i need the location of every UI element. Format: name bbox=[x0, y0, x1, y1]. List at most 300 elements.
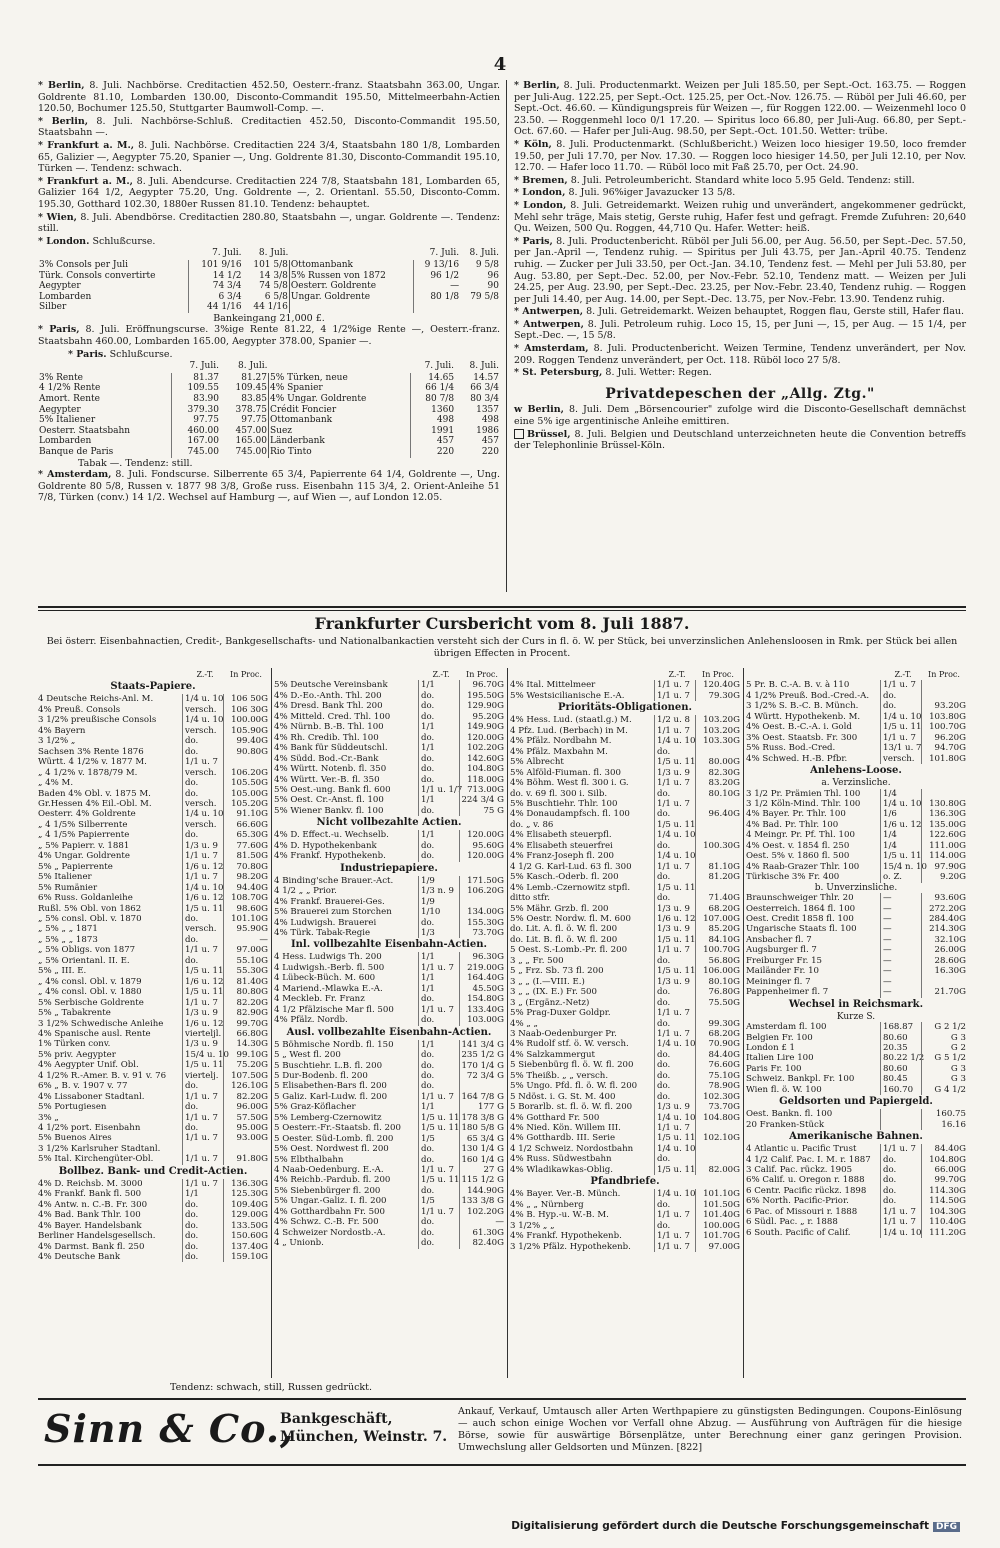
interest-term: — bbox=[880, 904, 921, 914]
security-name: 5% Rumänier bbox=[38, 882, 98, 893]
quote-row bbox=[274, 907, 504, 917]
price: 159.10G bbox=[223, 1252, 268, 1262]
security-name: 4% „ „ Nürnberg bbox=[510, 1199, 584, 1210]
price: 129.90G bbox=[459, 701, 504, 711]
table-cell: Lombarden bbox=[39, 291, 92, 302]
interest-term: do. bbox=[182, 956, 223, 966]
price bbox=[695, 830, 740, 840]
security-name: 4% Rudolf stf. ö. W. versch. bbox=[510, 1039, 629, 1050]
table-row bbox=[38, 405, 500, 416]
table-cell: 378.75 bbox=[235, 404, 267, 415]
interest-term: 1/5 u. 11 bbox=[418, 1123, 459, 1133]
interest-term: do. bbox=[182, 1123, 223, 1133]
quote-row bbox=[274, 876, 504, 886]
quote-row bbox=[38, 736, 268, 746]
price: 100.70G bbox=[921, 722, 966, 732]
interest-term: 1/6 u. 12 bbox=[182, 862, 223, 872]
security-name: 5% priv. Aegypter bbox=[38, 1049, 116, 1060]
table-cell: 167.00 bbox=[171, 436, 220, 447]
price: G 2 bbox=[921, 1043, 966, 1053]
table-header-cell: 7. Juli. bbox=[424, 361, 455, 372]
security-name: do. „ v. 86 bbox=[510, 819, 554, 830]
table-cell: Aegypter bbox=[39, 404, 81, 415]
quote-row bbox=[746, 809, 966, 819]
security-name: 4 Meingr. Pr. Pf. Thl. 100 bbox=[746, 830, 855, 841]
interest-term: do. bbox=[418, 1155, 459, 1165]
kursbericht-title: Frankfurter Cursbericht vom 8. Juli 1887. bbox=[314, 614, 690, 633]
interest-term: do. bbox=[418, 1186, 459, 1196]
security-name: 4% Ludwigsh. Brauerei bbox=[274, 917, 377, 928]
quote-row bbox=[274, 952, 504, 962]
price bbox=[921, 680, 966, 690]
price: 45.50G bbox=[459, 984, 504, 994]
price: 98.60G bbox=[223, 904, 268, 914]
security-name: 5 „ Frz. Sb. 73 fl. 200 bbox=[510, 966, 604, 977]
quote-row bbox=[510, 757, 740, 767]
security-name: 3 1/2% S. B.-C. B. Münch. bbox=[746, 701, 859, 712]
quote-row bbox=[746, 1109, 966, 1119]
security-name: 4 Pfz. Lud. (Berbach) in M. bbox=[510, 725, 628, 736]
price: 96.30G bbox=[459, 952, 504, 962]
quote-row bbox=[274, 1165, 504, 1175]
price: 61.30G bbox=[459, 1228, 504, 1238]
interest-term: do. bbox=[418, 1228, 459, 1238]
security-name: Paris Fr. 100 bbox=[746, 1063, 802, 1074]
quote-row bbox=[510, 987, 740, 997]
quote-row bbox=[274, 886, 504, 896]
report-place: * London, bbox=[514, 187, 566, 199]
interest-term: 1/4 u. 10 bbox=[182, 694, 223, 704]
interest-term: 1/6 u. 12 bbox=[182, 893, 223, 903]
price: 110.40G bbox=[921, 1217, 966, 1227]
security-name: 4% Reichb.-Pardub. fl. 200 bbox=[274, 1175, 391, 1186]
price bbox=[921, 977, 966, 987]
table-cell: 109.55 bbox=[171, 383, 220, 394]
table-row bbox=[38, 415, 500, 426]
quote-row bbox=[274, 1123, 504, 1133]
price: 144.90G bbox=[459, 1186, 504, 1196]
price: 109.40G bbox=[223, 1200, 268, 1210]
quote-row bbox=[274, 1071, 504, 1081]
quote-row bbox=[746, 1022, 966, 1032]
section-heading: Staats-Papiere. bbox=[110, 681, 196, 693]
interest-term: 1/1 bbox=[418, 743, 459, 753]
price: 224 3/4 G bbox=[459, 795, 504, 805]
price: 97.00G bbox=[223, 945, 268, 955]
header-pr: In Proc. bbox=[702, 670, 734, 679]
price: 100.00G bbox=[223, 715, 268, 725]
quote-row bbox=[38, 1029, 268, 1039]
table-cell: 96 bbox=[487, 270, 499, 281]
security-name: 6% Russ. Goldanleihe bbox=[38, 893, 133, 904]
quote-row bbox=[38, 705, 268, 715]
quote-row bbox=[746, 935, 966, 945]
interest-term: 1/1 bbox=[418, 1102, 459, 1112]
security-name: 5% Ungo. Pfd. fl. ö. W. fl. 200 bbox=[510, 1081, 638, 1092]
section-heading: Wechsel in Reichsmark. bbox=[788, 998, 924, 1010]
price: 81.20G bbox=[695, 872, 740, 882]
quote-row bbox=[274, 785, 504, 795]
security-name: 4% Pfälz. Maxbahn M. bbox=[510, 746, 608, 757]
table-row bbox=[38, 281, 500, 292]
quote-row bbox=[38, 1154, 268, 1164]
interest-term: 1/10 bbox=[418, 907, 459, 917]
interest-term: do. bbox=[418, 994, 459, 1004]
interest-term: 80.60 bbox=[880, 1033, 921, 1043]
quote-row bbox=[38, 789, 268, 799]
interest-term: 1/6 u. 12 bbox=[880, 820, 921, 830]
interest-term: 20.35 bbox=[880, 1043, 921, 1053]
table-cell: 109.45 bbox=[235, 383, 267, 394]
interest-term: do. bbox=[654, 809, 695, 819]
security-name: 3% „ bbox=[38, 1112, 59, 1123]
interest-term: 1/5 u. 11 bbox=[654, 935, 695, 945]
security-name: 4% Bank für Süddeutschl. bbox=[274, 743, 388, 754]
price: 120.00G bbox=[459, 851, 504, 861]
interest-term: — bbox=[880, 966, 921, 976]
table-row bbox=[38, 302, 500, 313]
security-name: 3 1/2% Schwedische Anleihe bbox=[38, 1018, 164, 1029]
interest-term: do. bbox=[880, 1186, 921, 1196]
quote-row bbox=[38, 998, 268, 1008]
table-cell: 101 5/8 bbox=[253, 259, 288, 270]
price: 130 1/4 G bbox=[459, 1144, 504, 1154]
rule-top-thin bbox=[38, 610, 966, 611]
interest-term: 1/5 u. 11 bbox=[654, 757, 695, 767]
interest-term: 1/3 n. 9 bbox=[418, 886, 459, 896]
interest-term: 1/1 bbox=[418, 1040, 459, 1050]
price: G 5 1/2 bbox=[921, 1053, 966, 1063]
table-cell: 83.90 bbox=[171, 394, 220, 405]
quote-row bbox=[38, 1210, 268, 1220]
interest-term: 1/1 u. 7 bbox=[418, 963, 459, 973]
interest-term: 80.60 bbox=[880, 1064, 921, 1074]
interest-term: 1/5 u. 11 bbox=[880, 851, 921, 861]
security-name: 4% Oest. B.-C.-A. i. Gold bbox=[746, 722, 852, 733]
price: 14.30G bbox=[223, 1039, 268, 1049]
price: 133.50G bbox=[223, 1221, 268, 1231]
interest-term: 1/6 u. 12 bbox=[182, 1019, 223, 1029]
interest-term: — bbox=[880, 924, 921, 934]
table-cell: 220 bbox=[410, 447, 455, 458]
table-cell: 457 bbox=[410, 436, 455, 447]
interest-term: 1/4 bbox=[880, 830, 921, 840]
interest-term: 1/4 u. 10 bbox=[654, 1189, 695, 1199]
interest-term: do. bbox=[182, 914, 223, 924]
security-name: 4% Aegypter Unif. Obl. bbox=[38, 1060, 139, 1071]
interest-term: 1/1 u. 7 bbox=[654, 862, 695, 872]
price: 95.90G bbox=[223, 924, 268, 934]
interest-term: do. bbox=[418, 918, 459, 928]
price: 100.30G bbox=[695, 841, 740, 851]
quote-row bbox=[274, 1217, 504, 1227]
security-name: 5% Ital. Kirchengüter-Obl. bbox=[38, 1154, 154, 1165]
price: 97.00G bbox=[695, 1242, 740, 1252]
security-name: 20 Franken-Stück bbox=[746, 1119, 825, 1130]
header-zt: Z.-T. bbox=[894, 670, 912, 679]
quote-row bbox=[746, 1064, 966, 1074]
interest-term: 1/1 u. 7 bbox=[182, 851, 223, 861]
report-text: 8. Juli. Getreidemarkt. Weizen behauptet, Roggen flau, Gerste still, Hafer flau. bbox=[586, 306, 965, 318]
report-text: 8. Juli. Nachbörse. Creditactien 224 3/4, Staatsbahn 180 1/8, Lombarden 65, Galizier —, Aegypter 75.20, Spanier —, Ung. Goldrente 81.30, Disconto-Commandit 195.10, Türken —. Tendenz: schwach. bbox=[38, 139, 500, 175]
price: — bbox=[223, 935, 268, 945]
interest-term: do. bbox=[654, 893, 695, 903]
table-cell: 44 1/16 bbox=[253, 302, 288, 313]
quote-row bbox=[274, 994, 504, 1004]
table-cell: 5% Italiener bbox=[39, 415, 96, 426]
price: 114.00G bbox=[921, 851, 966, 861]
quote-row bbox=[38, 977, 268, 987]
section-heading: Inl. vollbezahlte Eisenbahn-Actien. bbox=[290, 939, 488, 951]
table-cell: 44 1/16 bbox=[188, 302, 242, 313]
security-name: 4% Darmst. Bank fl. 250 bbox=[38, 1241, 145, 1252]
interest-term: do. bbox=[182, 1081, 223, 1091]
quote-row bbox=[274, 1186, 504, 1196]
price: 100.70G bbox=[695, 945, 740, 955]
interest-term: do. bbox=[418, 764, 459, 774]
quote-row bbox=[274, 830, 504, 840]
price bbox=[459, 1081, 504, 1091]
security-name: 3 1/2% Pfälz. Hypothekenb. bbox=[510, 1241, 631, 1252]
price: G 3 bbox=[921, 1074, 966, 1084]
security-name: 4% Russ. Südwestbahn bbox=[510, 1154, 612, 1165]
security-name: 5 „ West fl. 200 bbox=[274, 1050, 341, 1061]
quote-row bbox=[38, 1060, 268, 1070]
quote-row bbox=[38, 862, 268, 872]
security-name: Freiburger Fr. 15 bbox=[746, 955, 823, 966]
price bbox=[695, 820, 740, 830]
table-row bbox=[38, 447, 500, 458]
quote-row bbox=[746, 966, 966, 976]
header-zt: Z.-T. bbox=[432, 670, 450, 679]
security-name: „ 5% „ „ 1873 bbox=[38, 934, 98, 945]
interest-term: do. bbox=[654, 1200, 695, 1210]
interest-term: do. bbox=[418, 1081, 459, 1091]
quote-row bbox=[510, 1113, 740, 1123]
security-name: 5% Brauerei zum Storchen bbox=[274, 907, 392, 918]
quote-row bbox=[510, 1050, 740, 1060]
table-cell: Suez bbox=[268, 426, 410, 437]
rule-top bbox=[38, 606, 966, 608]
security-name: „ 4 1/5% Papierrente bbox=[38, 830, 130, 841]
interest-term: 1/5 u. 11 bbox=[182, 966, 223, 976]
interest-term: 1/3 u. 9 bbox=[182, 1008, 223, 1018]
quote-row bbox=[38, 935, 268, 945]
security-name: 4% Gotthardbahn Fr. 500 bbox=[274, 1206, 385, 1217]
quote-row bbox=[746, 820, 966, 830]
quote-row bbox=[746, 830, 966, 840]
interest-term: 1/4 u. 10 bbox=[880, 1228, 921, 1238]
right-column bbox=[514, 80, 966, 453]
price: 9.20G bbox=[921, 872, 966, 882]
security-name: 4% Spanische ausl. Rente bbox=[38, 1028, 151, 1039]
report-place: * Berlin, bbox=[38, 115, 89, 127]
interest-term: do. bbox=[654, 789, 695, 799]
interest-term: 1/1 u. 7 bbox=[880, 1144, 921, 1154]
interest-term: 1/4 u. 10 bbox=[182, 715, 223, 725]
interest-term: do. bbox=[654, 1221, 695, 1231]
interest-term: 1/1 u. 7 bbox=[654, 1231, 695, 1241]
amsterdam-msg: * Amsterdam, 8. Juli. Fondscurse. Silberrente 65 3/4, Papierrente 64 1/4, Goldrente —, Ung. Goldrente 80 5/8, Russen v. 1877 98 3/8, Große russ. Eisenbahn 115 3/4, 2. Orient-Anleihe 51 7/8, Türken (conv.) 14 1/2. Wechsel auf Hamburg —, auf Wien —, auf London 12.05. bbox=[38, 469, 500, 504]
security-name: 5 Buschtiehr. L.B. fl. 200 bbox=[274, 1060, 383, 1071]
header-name bbox=[510, 670, 658, 680]
interest-term: do. bbox=[182, 1221, 223, 1231]
security-name: 5% Oest. Cr.-Anst. fl. 100 bbox=[274, 795, 384, 806]
interest-term: 1/1 u. 7 bbox=[182, 872, 223, 882]
security-name: 3 „ „ (IX. E.) Fr. 500 bbox=[510, 987, 597, 998]
security-name: Rußl. 5% Obl. von 1862 bbox=[38, 903, 142, 914]
security-name: 5 Ndöst. i. G. St. M. 400 bbox=[510, 1091, 616, 1102]
quote-row bbox=[274, 1113, 504, 1123]
market-report bbox=[38, 140, 500, 175]
table-cell: 80 7/8 bbox=[410, 394, 455, 405]
quote-row bbox=[510, 883, 740, 893]
security-name: Wien fl. ö. W. 100 bbox=[746, 1084, 822, 1095]
interest-term: 1/2 u. 8 bbox=[654, 715, 695, 725]
price: 135.00G bbox=[921, 820, 966, 830]
price: 90.80G bbox=[223, 747, 268, 757]
security-name: 4% D. Hypothekenbank bbox=[274, 840, 377, 851]
section-heading: Nicht vollbezahlte Actien. bbox=[316, 817, 462, 829]
table-cell: 498 bbox=[481, 415, 499, 426]
price: 195.50G bbox=[459, 691, 504, 701]
security-name: „ 4% consl. Obl. v. 1879 bbox=[38, 976, 142, 987]
interest-term: 1/5 u. 11 bbox=[182, 987, 223, 997]
interest-term: 1/4 bbox=[880, 841, 921, 851]
quote-row bbox=[510, 820, 740, 830]
interest-term: — bbox=[880, 935, 921, 945]
quote-row bbox=[38, 1200, 268, 1210]
price bbox=[695, 799, 740, 809]
quote-row bbox=[510, 1189, 740, 1199]
security-name: 4 „ Unionb. bbox=[274, 1238, 324, 1249]
kb-divider-3 bbox=[743, 668, 744, 1378]
interest-term: 1/1 u. 7 bbox=[654, 1008, 695, 1018]
price: 713.00G bbox=[459, 785, 504, 795]
security-name: 4 Schweizer Nordostb.-A. bbox=[274, 1227, 386, 1238]
quote-row bbox=[38, 757, 268, 767]
price: 96.40G bbox=[695, 809, 740, 819]
quote-row bbox=[274, 743, 504, 753]
market-report bbox=[38, 236, 500, 248]
interest-term: 1/5 u. 11 bbox=[418, 1175, 459, 1185]
market-report bbox=[514, 200, 966, 235]
security-name: 4% D.-Eo.-Anth. Thl. 200 bbox=[274, 690, 382, 701]
interest-term: 1/1 u. 7 bbox=[654, 778, 695, 788]
security-name: 4% Antw. n. C.-B. Fr. 300 bbox=[38, 1199, 148, 1210]
security-name: 4 Mariend.-Mlawka E.-A. bbox=[274, 983, 383, 994]
quote-row bbox=[746, 1085, 966, 1095]
price: 75.10G bbox=[695, 1071, 740, 1081]
quote-row bbox=[274, 1050, 504, 1060]
paris-table bbox=[38, 361, 500, 457]
interest-term: 1/5 u. 11 bbox=[654, 1133, 695, 1143]
price: 82.90G bbox=[223, 1008, 268, 1018]
price: 219.00G bbox=[459, 963, 504, 973]
interest-term: 1/4 u. 10 bbox=[182, 809, 223, 819]
interest-term: 1/5 u. 11 bbox=[654, 820, 695, 830]
quote-row bbox=[38, 883, 268, 893]
header-pr: In Proc. bbox=[466, 670, 498, 679]
price: 16.30G bbox=[921, 966, 966, 976]
interest-term: do. bbox=[418, 1238, 459, 1248]
report-place: * London, bbox=[514, 199, 567, 211]
security-name: 4 Hess. Ludwigs Th. 200 bbox=[274, 952, 382, 963]
interest-term: do. bbox=[418, 701, 459, 711]
quote-row bbox=[746, 1175, 966, 1185]
interest-term: 1/1 u. 7 bbox=[654, 1210, 695, 1220]
interest-term: 1/1 bbox=[182, 1189, 223, 1199]
interest-term: 1/1 u. 7 bbox=[182, 945, 223, 955]
security-name: 5% Oest.-ung. Bank fl. 600 bbox=[274, 784, 391, 795]
security-name: 4% Hess. Lud. (staatl.g.) M. bbox=[510, 715, 632, 726]
quote-row bbox=[746, 904, 966, 914]
security-name: 4% Donaudampfsch. fl. 100 bbox=[510, 809, 630, 820]
dfg-logo: DFG bbox=[933, 1522, 960, 1532]
column-header bbox=[274, 670, 504, 680]
security-name: 3 Calif. Pac. rückz. 1905 bbox=[746, 1165, 853, 1176]
security-name: Schweiz. Bankpl. Fr. 100 bbox=[746, 1074, 855, 1085]
table-header-cell: 7. Juli. bbox=[212, 248, 242, 259]
quote-row bbox=[510, 1144, 740, 1154]
security-name: Gr.Hessen 4% Eil.-Obl. M. bbox=[38, 798, 152, 809]
price: 103.80G bbox=[921, 712, 966, 722]
table-header-cell bbox=[268, 361, 410, 373]
price: 133.40G bbox=[459, 1005, 504, 1015]
security-name: 4% Württ. Notenb. fl. 350 bbox=[274, 764, 387, 775]
quote-row bbox=[274, 984, 504, 994]
table-cell: 1991 bbox=[410, 426, 455, 437]
right-messages bbox=[514, 80, 966, 379]
quote-row bbox=[274, 1134, 504, 1144]
section-heading: Industriepapiere. bbox=[340, 862, 438, 874]
interest-term: do. bbox=[880, 701, 921, 711]
price: 66.60G bbox=[223, 820, 268, 830]
security-name: „ 5% Obligs. von 1877 bbox=[38, 945, 136, 956]
price: 126.10G bbox=[223, 1081, 268, 1091]
price bbox=[695, 883, 740, 893]
report-text: 8. Juli. 96%iger Javazucker 13 5/8. bbox=[568, 187, 736, 199]
price: 134.00G bbox=[459, 907, 504, 917]
column-divider bbox=[506, 80, 507, 592]
price: 170 1/4 G bbox=[459, 1061, 504, 1071]
price: 106 30G bbox=[223, 705, 268, 715]
report-place: * Berlin, bbox=[514, 80, 560, 91]
price: 100.00G bbox=[695, 1221, 740, 1231]
security-name: 6 Pac. of Missouri r. 1888 bbox=[746, 1206, 858, 1217]
table-cell bbox=[460, 302, 500, 313]
report-place: * Köln, bbox=[514, 138, 552, 150]
table-row bbox=[38, 383, 500, 394]
table-cell: 14.65 bbox=[410, 373, 455, 384]
left-column bbox=[38, 80, 500, 505]
interest-term: 1/1 bbox=[418, 680, 459, 690]
interest-term: do. bbox=[418, 775, 459, 785]
security-name: 4 Deutsche Reichs-Anl. M. bbox=[38, 694, 154, 705]
ad-text: Ankauf, Verkauf, Umtausch aller Arten Werthpapiere zu günstigsten Bedingungen. Coupons-Einlösung — auch schon einige Wochen vor Verfall ohne Abzug. — Ausführung von Aufträgen für die hiesige Börse, sowie für auswärtige Börsenplätze, unter Berechnung einer ganz geringen Provision. Umwechslung aller Geldsorten und Münzen. [822] bbox=[458, 1406, 962, 1453]
table-row bbox=[38, 271, 500, 282]
interest-term: 1/4 u. 10 bbox=[654, 851, 695, 861]
interest-term: 13/1 u. 7 bbox=[880, 743, 921, 753]
interest-term: do. bbox=[418, 712, 459, 722]
price bbox=[223, 757, 268, 767]
interest-term: do. bbox=[418, 1015, 459, 1025]
price: 84.40G bbox=[921, 1144, 966, 1154]
price: 56.80G bbox=[695, 956, 740, 966]
header-zt: Z.-T. bbox=[668, 670, 686, 679]
table-cell: Banque de Paris bbox=[39, 447, 114, 457]
table-cell: 1986 bbox=[476, 425, 499, 436]
